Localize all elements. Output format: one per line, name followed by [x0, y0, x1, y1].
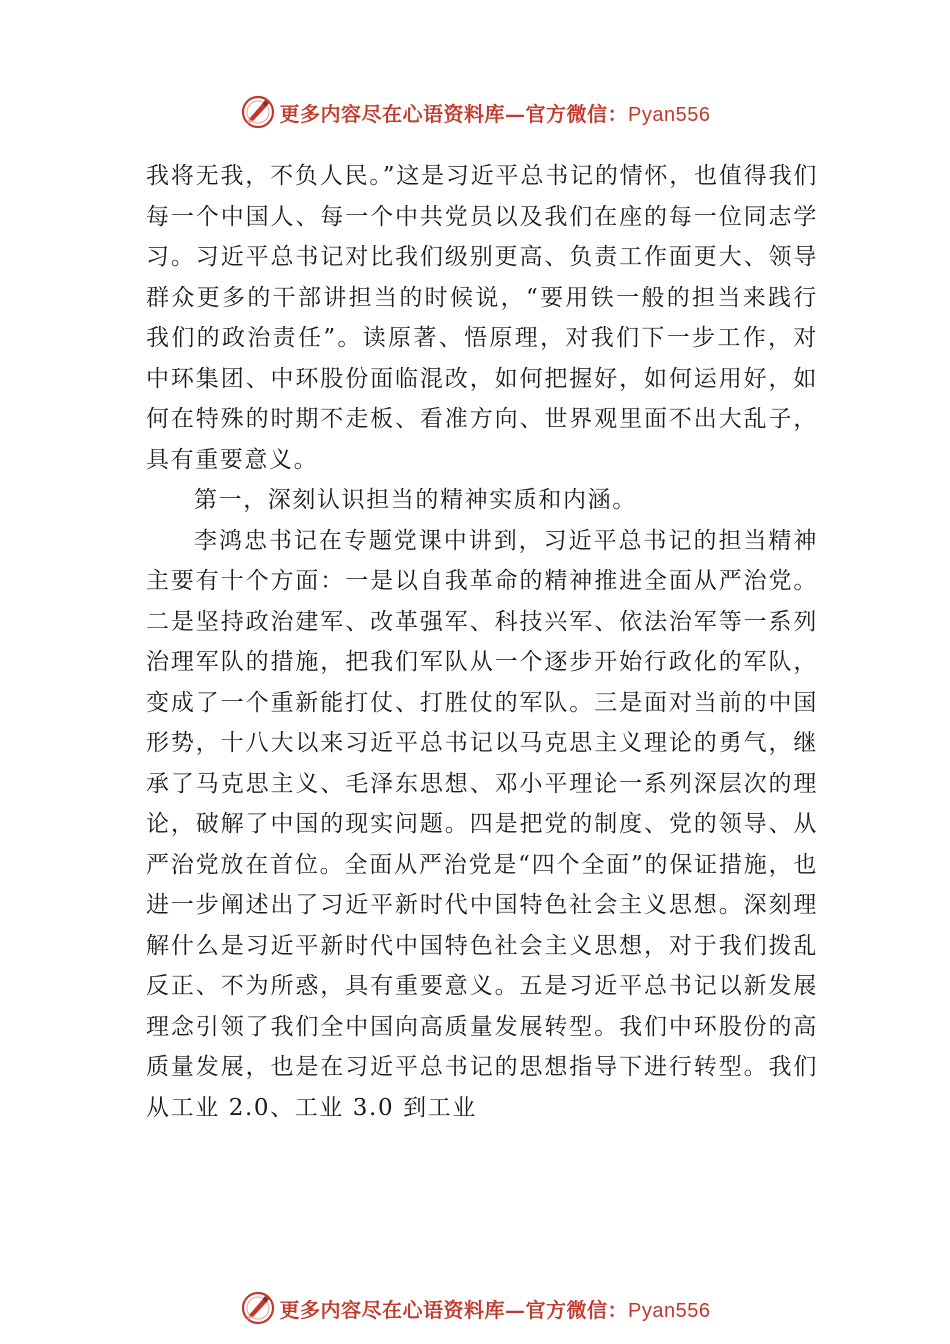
body-paragraph-1: 我将无我，不负人民。”这是习近平总书记的情怀，也值得我们每一个中国人、每一个中共党员以及我们在座的每一位同志学习。习近平总书记对比我们级别更高、负责工作面更大、领导群众更多的干部讲担当的时候说，“要用铁一般的担当来践行我们的政治责任”。读原著、悟原理，对我们下一步工作，对中环集团、中环股份面临混改，如何把握好，如何运用好，如何在特殊的时期不走板、看准方向、世界观里面不出大乱子，具有重要意义。 — [146, 163, 818, 473]
body-paragraph-2: 李鸿忠书记在专题党课中讲到，习近平总书记的担当精神主要有十个方面：一是以自我革命的精神推进全面从严治党。二是坚持政治建军、改革强军、科技兴军、依法治军等一系列治理军队的措施，把我们军队从一个逐步开始行政化的军队，变成了一个重新能打仗、打胜仗的军队。三是面对当前的中国形势，十八大以来习近平总书记以马克思主义理论的勇气，继承了马克思主义、毛泽东思想、邓小平理论一系列深层次的理论，破解了中国的现实问题。四是把党的制度、党的领导、从严治党放在首位。全面从严治党是“四个全面”的保证措施，也进一步阐述出了习近平新时代中国特色社会主义思想。深刻理解什么是习近平新时代中国特色社会主义思想，对于我们拨乱反正、不为所惑，具有重要意义。五是习近平总书记以新发展理念引领了我们全中国向高质量发展转型。我们中环股份的高质量发展，也是在习近平总书记的思想指导下进行转型。我们从工业 2.0、工业 3.0 到工业 — [146, 527, 818, 1121]
footer-banner — [0, 1288, 950, 1328]
footer-banner-separator: — — [505, 1297, 526, 1322]
footer-banner-handle: Pyan556 — [628, 1299, 711, 1322]
header-banner-text — [280, 98, 711, 127]
header-banner-separator: — — [505, 101, 526, 126]
document-body — [146, 156, 818, 1128]
header-banner-label: 官方微信： — [525, 101, 629, 126]
footer-banner-text — [280, 1294, 711, 1323]
header-banner-title: 更多内容尽在心语资料库 — [279, 101, 506, 126]
footer-banner-title: 更多内容尽在心语资料库 — [279, 1297, 506, 1322]
library-logo-icon — [240, 94, 276, 130]
library-logo-icon — [240, 1290, 276, 1326]
header-banner — [0, 92, 950, 132]
header-banner-handle: Pyan556 — [628, 103, 711, 126]
footer-banner-label: 官方微信： — [525, 1297, 629, 1322]
section-heading-1: 第一，深刻认识担当的精神实质和内涵。 — [194, 487, 637, 513]
